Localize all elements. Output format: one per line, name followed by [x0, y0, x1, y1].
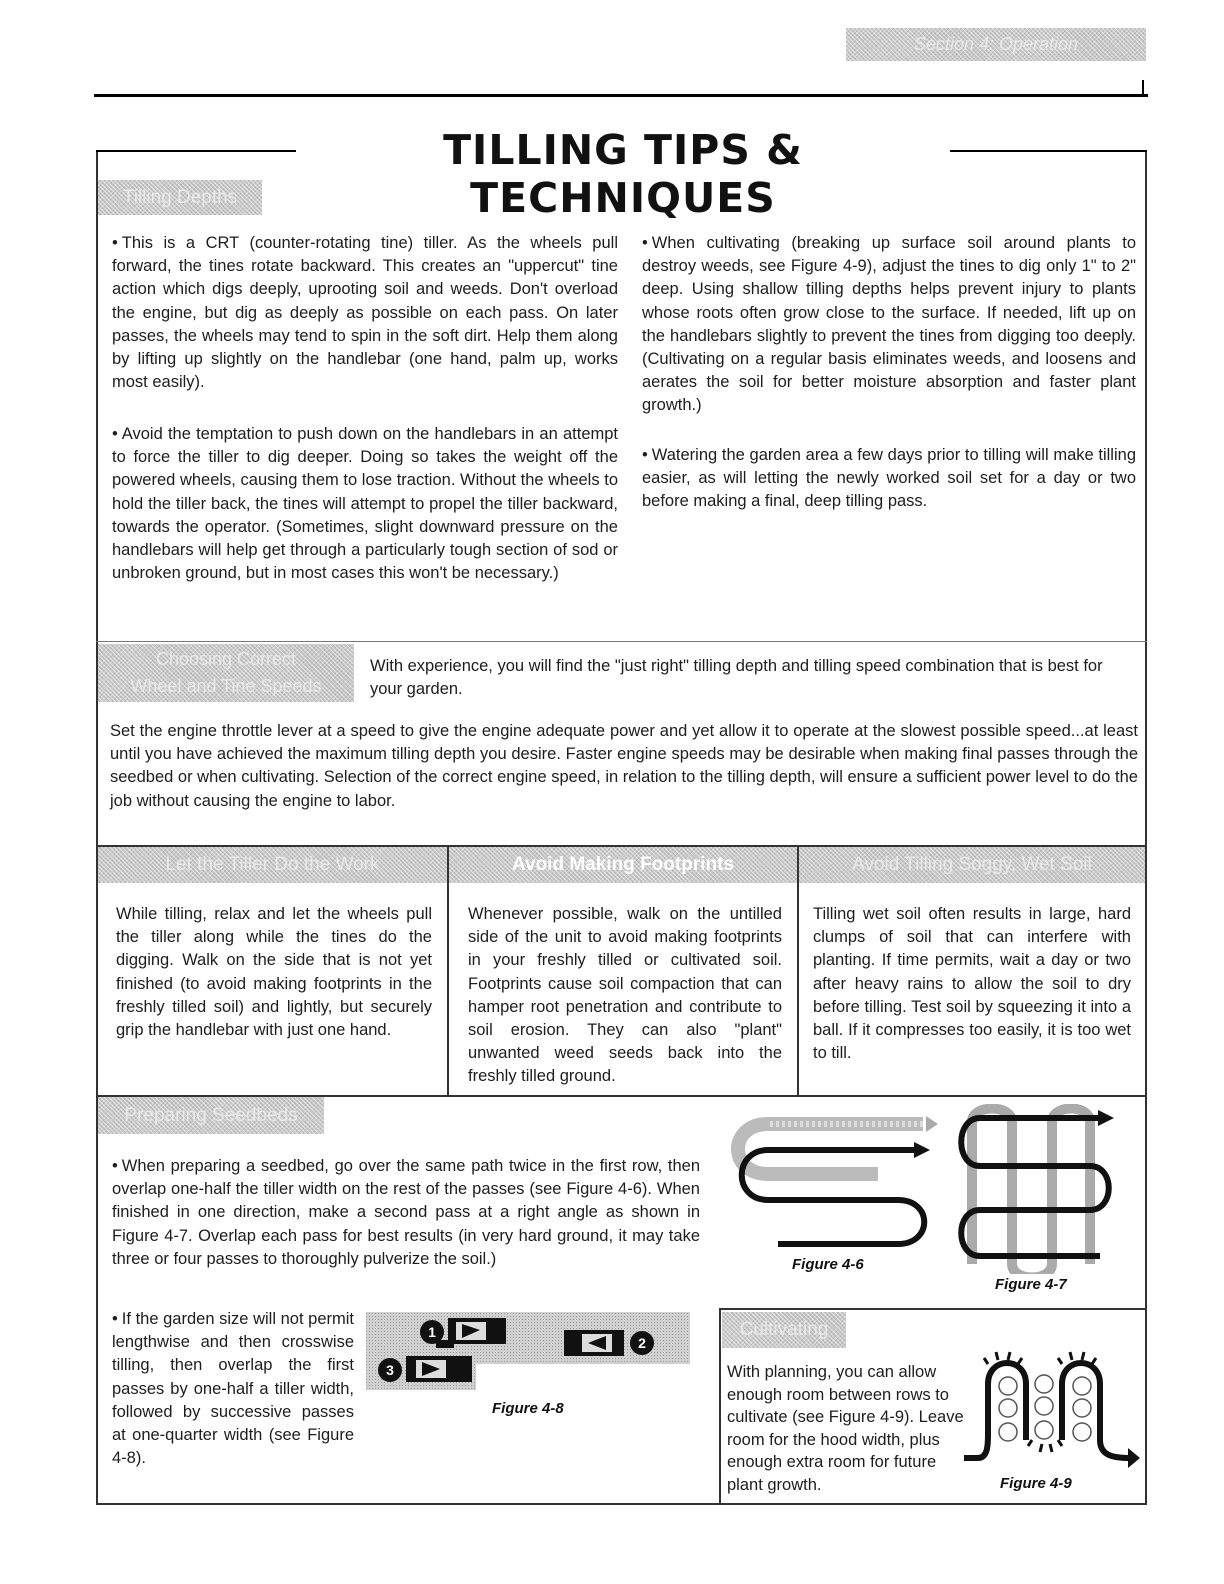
col-divider-1 — [447, 847, 449, 1095]
title-rule-left — [96, 150, 296, 152]
figure-4-8-diagram — [366, 1310, 692, 1396]
figure-4-9-caption: Figure 4-9 — [1000, 1475, 1072, 1492]
seedbeds-p1: • When preparing a seedbed, go over the same path twice in the first row, then overlap one-half the tiller width on the rest of the passes (see Figure 4-6). When finished in one direction, make a second pass at a right angle as shown in Figure 4-7. Overlap each pass for best results (in very hard ground, it may take three or four passes to thoroughly pulverize the soil.) — [112, 1157, 700, 1268]
speeds-intro: With experience, you will find the "just right" tilling depth and tilling speed combination that is best for your garden. — [370, 657, 1103, 699]
tilling-depths-left-1: • This is a CRT (counter-rotating tine) tiller. As the wheels pull forward, the tines rotate backward. This creates an "uppercut" tine action which digs deeply, uprooting soil and weeds. Don't overload the engine, but dig as deeply as possible on each pass. On later passes, the wheels may tend to spin in the soft dirt. Help them along by lifting up slightly on the handlebar (one hand, palm up, works most easily). — [112, 234, 618, 392]
three-col-heading-2: Avoid Making Footprints — [449, 847, 797, 883]
marker-3-label: 3 — [386, 1362, 394, 1378]
tilling-depths-heading: Tilling Depths — [98, 180, 262, 215]
figure-4-7-diagram — [950, 1104, 1120, 1274]
tilling-depths-right-2: • Watering the garden area a few days prior to tilling will make tilling easier, as will letting the newly worked soil set for a day or two before making a final, deep tilling pass. — [642, 446, 1136, 511]
speeds-heading — [98, 644, 354, 702]
figure-4-6-caption: Figure 4-6 — [792, 1256, 864, 1273]
tilling-depths-left-2-text: Avoid the temptation to push down on the handlebars in an attempt to force the tiller to dig deeper. Doing so takes the weight off the powered wheels, causing them to lose traction. Without the wheels to hold the tiller back, the tines will attempt to propel the tiller backward, towards the operator. (Sometimes, slight downward pressure on the handlebars will help get through a particularly tough section of sod or unbroken ground, but in most cases this won't be necessary.) — [112, 425, 618, 583]
seedbeds-p1-text: When preparing a seedbed, go over the same path twice in the first row, then overlap one-half the tiller width on the rest of the passes (see Figure 4-6). When finished in one direction, make a second pass at a right angle as shown in Figure 4-7. Overlap each pass for best results (in very hard ground, it may take three or four passes to thoroughly pulverize the soil.) — [112, 1157, 700, 1268]
tilling-depths-right-1-text: When cultivating (breaking up surface soil around plants to destroy weeds, see Figure 4-9), adjust the tines to dig only 1" to 2" deep. Using shallow tilling depths helps prevent injury to plants whose roots often grow close to the surface. If needed, lift up on the handlebars slightly to prevent the tines from digging too deeply. (Cultivating on a regular basis eliminates weeds, and loosens and aerates the soil for better moisture absorption and faster plant growth.) — [642, 234, 1136, 415]
tiller-3-icon — [406, 1356, 472, 1382]
marker-1-label: 1 — [428, 1324, 436, 1340]
cultivating-heading: Cultivating — [722, 1312, 846, 1348]
cultivating-text: With planning, you can allow enough room between rows to cultivate (see Figure 4-9). Leave room for the hood width, plus enough extra room for future plant growth. — [727, 1363, 964, 1494]
header-rule-tick — [1142, 80, 1144, 96]
seedbeds-p2: • If the garden size will not permit lengthwise and then crosswise tilling, then overlap the first passes by one-half a tiller width, followed by successive passes at one-quarter width (see Figure 4-8). — [112, 1310, 354, 1468]
figure-4-6-diagram — [728, 1112, 938, 1260]
page-title: TILLING TIPS & TECHNIQUES — [296, 126, 950, 222]
tilling-depths-left-2: • Avoid the temptation to push down on the handlebars in an attempt to force the tiller to dig deeper. Doing so takes the weight off the powered wheels, causing them to lose traction. Without the wheels to hold the tiller back, the tines will attempt to propel the tiller backward, towards the operator. (Sometimes, slight downward pressure on the handlebars will help get through a particularly tough section of sod or unbroken ground, but in most cases this won't be necessary.) — [112, 425, 618, 583]
marker-2-label: 2 — [638, 1335, 646, 1351]
figure-4-9-diagram — [944, 1344, 1144, 1474]
section-tab: Section 4: Operation — [846, 28, 1146, 61]
seedbeds-heading: Preparing Seedbeds — [98, 1097, 324, 1134]
col1-text: While tilling, relax and let the wheels pull the tiller along while the tines do the digging. Walk on the side that is not yet finished (to avoid making footprints in the freshly tilled soil) and lightly, but securely grip the handlebar with just one hand. — [116, 905, 432, 1040]
speeds-divider — [96, 641, 1147, 642]
figure-4-7-caption: Figure 4-7 — [995, 1276, 1067, 1293]
figure-4-8-caption: Figure 4-8 — [492, 1400, 564, 1417]
speeds-heading-line1: Choosing Correct — [155, 649, 297, 669]
tilling-depths-right-2-text: Watering the garden area a few days prior to tilling will make tilling easier, as will letting the newly worked soil set for a day or two before making a final, deep tilling pass. — [642, 446, 1136, 511]
col-divider-2 — [797, 847, 799, 1095]
tilling-depths-right-1: • When cultivating (breaking up surface soil around plants to destroy weeds, see Figure 4-9), adjust the tines to dig only 1" to 2" deep. Using shallow tilling depths helps prevent injury to plants whose roots often grow close to the surface. If needed, lift up on the handlebars slightly to prevent the tines from digging too deeply. (Cultivating on a regular basis eliminates weeds, and loosens and aerates the soil for better moisture absorption and faster plant growth.) — [642, 234, 1136, 415]
three-col-heading-3: Avoid Tilling Soggy, Wet Soil — [799, 847, 1145, 883]
tilling-depths-left-1-text: This is a CRT (counter-rotating tine) tiller. As the wheels pull forward, the tines rotate backward. This creates an "uppercut" tine action which digs deeply, uprooting soil and weeds. Don't overload the engine, but dig as deeply as possible on each pass. On later passes, the wheels may tend to spin in the soft dirt. Help them along by lifting up slightly on the handlebar (one hand, palm up, works most easily). — [112, 234, 618, 392]
three-col-heading-1: Let the Tiller Do the Work — [98, 847, 447, 883]
col2-text: Whenever possible, walk on the untilled side of the unit to avoid making footprints in your freshly tilled or cultivated soil. Footprints cause soil compaction that can hamper root penetration and contribute to soil erosion. They can also "plant" unwanted weed seeds back into the freshly tilled ground. — [468, 905, 782, 1086]
col3-text: Tilling wet soil often results in large, hard clumps of soil that can interfere with planting. If time permits, wait a day or two after heavy rains to allow the soil to dry before tilling. Test soil by squeezing it into a ball. If it compresses too easily, it is too wet to till. — [813, 905, 1131, 1063]
tiller-2-icon — [564, 1330, 624, 1356]
header-rule — [94, 94, 1148, 97]
title-rule-right — [950, 150, 1147, 152]
speeds-heading-line2: Wheel and Tine Speeds — [130, 676, 322, 696]
seedbeds-p2-text: If the garden size will not permit lengthwise and then crosswise tilling, then overlap the first passes by one-half a tiller width, followed by successive passes at one-quarter width (see Figure 4-8). — [112, 1310, 354, 1468]
speeds-body: Set the engine throttle lever at a speed to give the engine adequate power and yet allow it to operate at the slowest possible speed...at least until you have achieved the maximum tilling depth you desire. Faster engine speeds may be desirable when making final passes through the seedbed or when cultivating. Selection of the correct engine speed, in relation to the tilling depth, will ensure a sufficient power level to do the job without causing the engine to labor. — [110, 722, 1138, 810]
